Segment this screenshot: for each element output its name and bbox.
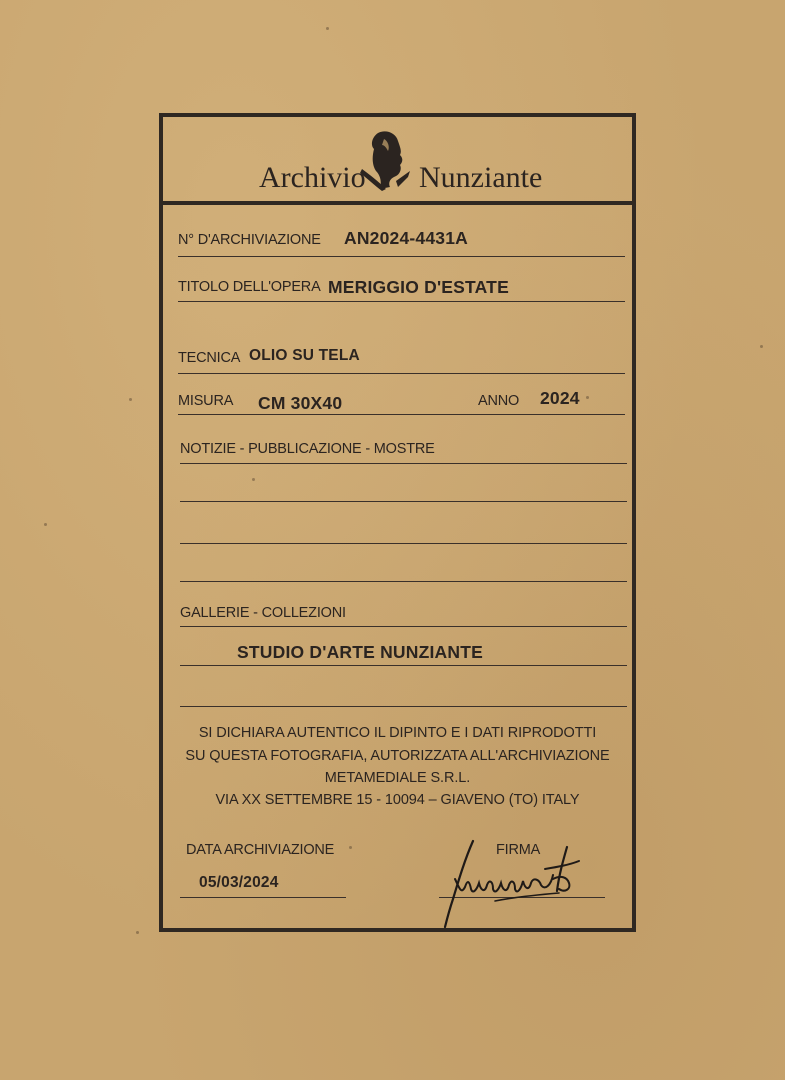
rule-notes-4 [180, 581, 627, 582]
profile-portrait-logo-icon [360, 129, 412, 195]
archive-number-label: N° D'ARCHIVIAZIONE [178, 232, 321, 248]
title-value: MERIGGIO D'ESTATE [328, 277, 509, 297]
handwritten-signature-icon [435, 839, 595, 929]
declaration-line-3: METAMEDIALE S.R.L. [324, 770, 471, 786]
title-label: TITOLO DELL'OPERA [178, 279, 321, 295]
rule-notes-1 [180, 463, 627, 464]
rule-date [180, 897, 346, 898]
brand-name-right: Nunziante [419, 161, 543, 194]
date-value: 05/03/2024 [199, 874, 279, 891]
paper-speck [136, 931, 139, 934]
paper-speck [129, 398, 132, 401]
paper-speck [760, 345, 763, 348]
gallery-value: STUDIO D'ARTE NUNZIANTE [237, 642, 483, 662]
rule-blank [180, 706, 627, 707]
declaration-line-4: VIA XX SETTEMBRE 15 - 10094 – GIAVENO (TO) ITALY [215, 792, 580, 808]
paper-speck [326, 27, 329, 30]
rule-notes-2 [180, 501, 627, 502]
technique-value: OLIO SU TELA [249, 347, 360, 364]
archive-certificate-card [159, 113, 636, 932]
technique-label: TECNICA [178, 350, 241, 366]
rule-notes-3 [180, 543, 627, 544]
declaration-line-2: SU QUESTA FOTOGRAFIA, AUTORIZZATA ALL'ARCHIVIAZIONE [185, 748, 610, 764]
year-label: ANNO [478, 393, 520, 409]
galleries-label: GALLERIE - COLLEZIONI [180, 605, 346, 621]
size-label: MISURA [178, 393, 234, 409]
rule-technique [178, 373, 625, 374]
archive-number-value: AN2024-4431A [344, 228, 469, 248]
date-label: DATA ARCHIVIAZIONE [186, 842, 335, 858]
signature-label: FIRMA [496, 842, 541, 858]
size-value: CM 30X40 [258, 393, 343, 413]
year-value: 2024 [540, 388, 580, 408]
declaration-line-1: SI DICHIARA AUTENTICO IL DIPINTO E I DATI RIPRODOTTI [198, 725, 597, 741]
rule-size-year [178, 414, 625, 415]
rule-archive-number [178, 256, 625, 257]
certificate-header [163, 117, 632, 205]
rule-gallery-value [180, 665, 627, 666]
rule-title [178, 301, 625, 302]
paper-speck [44, 523, 47, 526]
rule-galleries [180, 626, 627, 627]
brand-name-left: Archivio [259, 161, 366, 194]
notes-label: NOTIZIE - PUBBLICAZIONE - MOSTRE [180, 441, 435, 457]
